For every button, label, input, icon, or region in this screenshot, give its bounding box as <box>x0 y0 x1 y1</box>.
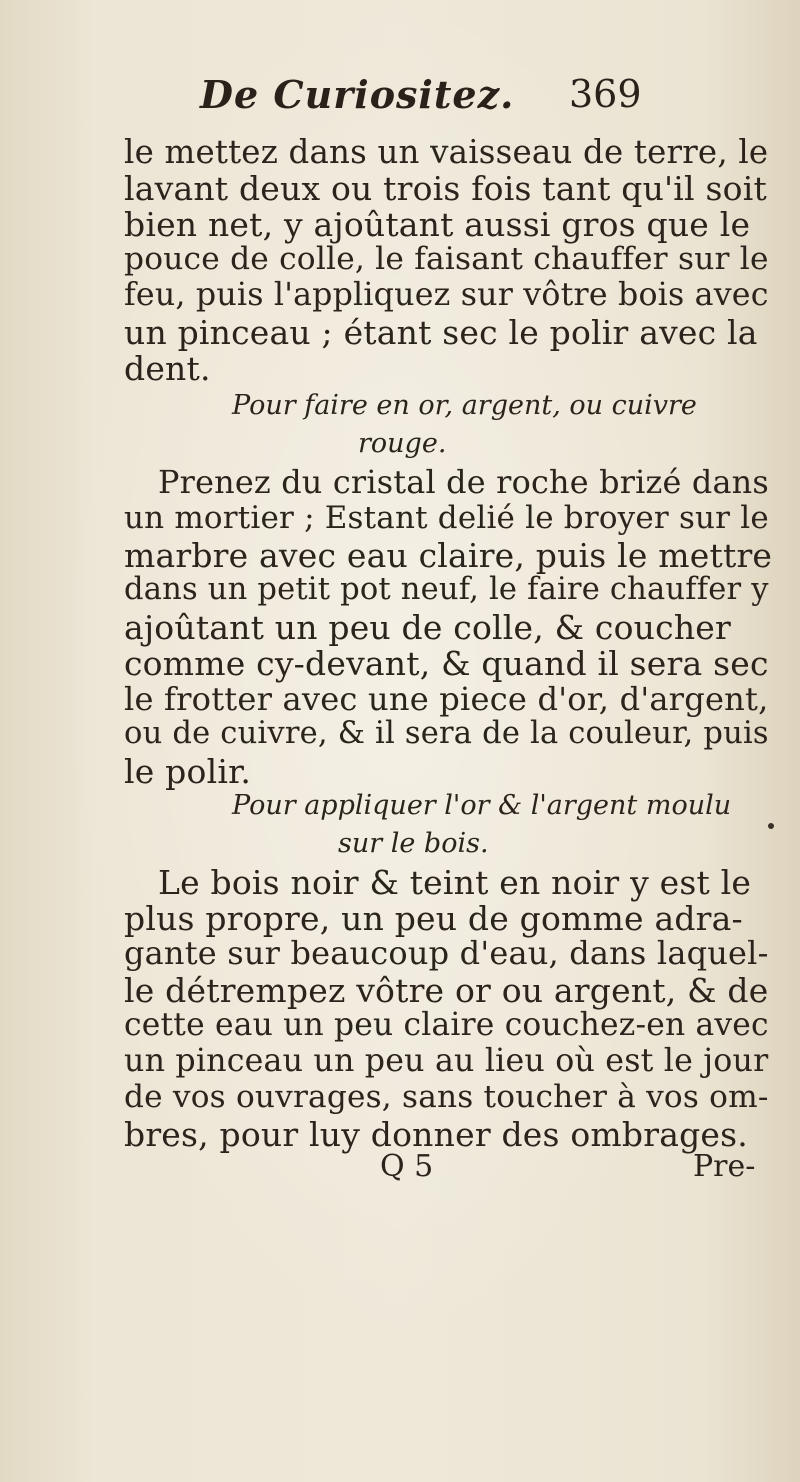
running-title: De Curiositez. <box>200 72 515 117</box>
text-line: gante sur beaucoup d'eau, dans laquel- <box>124 934 769 972</box>
text-line: le mettez dans un vaisseau de terre, le <box>124 133 769 171</box>
text-line: le polir. <box>124 752 252 791</box>
section-heading: sur le bois. <box>338 828 489 859</box>
text-line: plus propre, un peu de gomme adra- <box>124 899 743 938</box>
text-line: le détrempez vôtre or ou argent, & de <box>124 971 769 1010</box>
text-line: lavant deux ou trois fois tant qu'il soit <box>124 169 767 208</box>
page-number: 369 <box>569 72 642 116</box>
text-line: dans un petit pot neuf, le faire chauffer y <box>124 572 769 607</box>
text-line: un mortier ; Estant delié le broyer sur le <box>124 500 769 536</box>
text-line: bres, pour luy donner des ombrages. <box>124 1115 748 1154</box>
text-line: un pinceau ; étant sec le polir avec la <box>124 313 758 352</box>
section-heading: rouge. <box>358 428 447 459</box>
page-header <box>0 72 800 132</box>
signature-mark: Q 5 <box>380 1149 434 1184</box>
text-line: Prenez du cristal de roche brizé dans <box>158 463 769 501</box>
text-line: comme cy-devant, & quand il sera sec <box>124 644 769 683</box>
text-line: pouce de colle, le faisant chauffer sur le <box>124 241 769 277</box>
text-line: feu, puis l'appliquez sur vôtre bois avec <box>124 277 769 313</box>
section-heading: Pour faire en or, argent, ou cuivre <box>232 390 697 421</box>
text-line: ou de cuivre, & il sera de la couleur, puis <box>124 716 769 751</box>
catchword: Pre- <box>693 1149 756 1184</box>
section-heading: Pour appliquer l'or & l'argent moulu <box>232 790 732 821</box>
text-line: le frotter avec une piece d'or, d'argent, <box>124 680 769 718</box>
text-line: un pinceau un peu au lieu où est le jour <box>124 1043 769 1079</box>
text-line: Le bois noir & teint en noir y est le <box>158 863 752 902</box>
text-line: bien net, y ajoûtant aussi gros que le <box>124 205 751 244</box>
text-line: cette eau un peu claire couchez-en avec <box>124 1007 769 1043</box>
text-line: marbre avec eau claire, puis le mettre <box>124 536 773 575</box>
ink-spot <box>768 823 774 829</box>
text-line: de vos ouvrages, sans toucher à vos om- <box>124 1079 769 1115</box>
text-line: ajoûtant un peu de colle, & coucher <box>124 608 731 647</box>
text-line: dent. <box>124 349 211 388</box>
